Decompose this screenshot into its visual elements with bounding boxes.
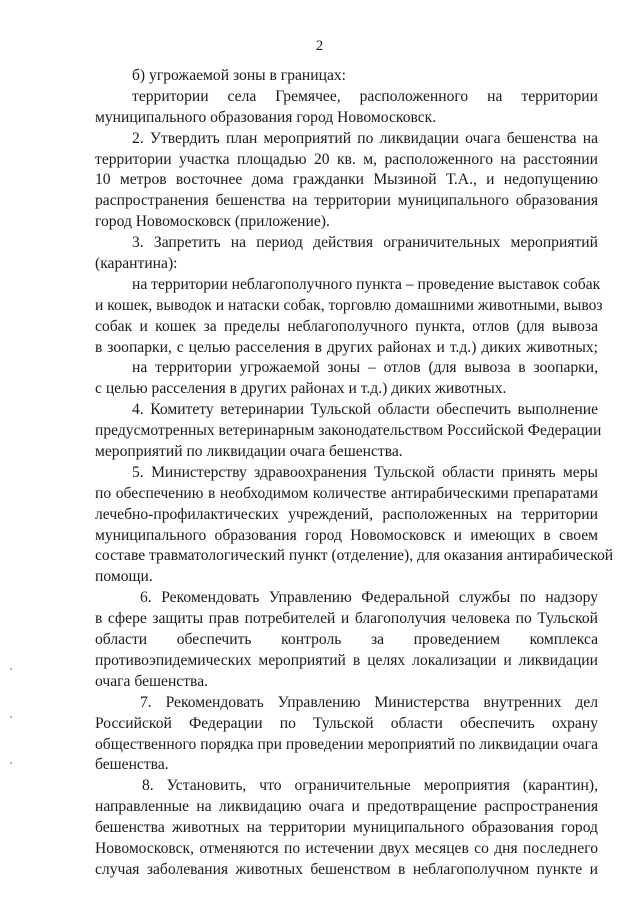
text-line: (карантина): [95, 255, 178, 273]
text-line: муниципального образования город Новомосковск и имеющих в своем [95, 526, 598, 544]
text-line: муниципального образования город Новомосковск. [95, 108, 437, 126]
text-line: территории участка площадью 20 кв. м, расположенного на расстоянии [95, 150, 598, 168]
scan-speck [10, 716, 12, 718]
text-line: бешенства. [95, 756, 169, 774]
text-line: по обеспечению в необходимом количестве антирабическими препаратами [95, 484, 598, 502]
text-line: территории села Гремячее, расположенного на территории [132, 87, 598, 105]
text-line: на территории неблагополучного пункта – проведение выставок собак [132, 275, 601, 293]
text-line: распространения бешенства на территории муниципального образования [95, 192, 598, 210]
item-7-start: 7. Рекомендовать Управлению Министерства внутренних дел [140, 693, 598, 711]
text-line: в сфере защиты прав потребителей и благополучия человека по Тульской [95, 610, 598, 628]
text-line: случая заболевания животных бешенством в неблагополучном пункте и [95, 860, 598, 878]
text-line: с целью расселения в других районах и т.д.) диких животных. [95, 380, 507, 398]
text-line: составе травматологический пункт (отделение), для оказания антирабической [95, 547, 614, 565]
document-body [95, 66, 614, 881]
scan-speck [10, 668, 12, 670]
text-line: Новомосковск, отменяются по истечении двух месяцев со дня последнего [95, 839, 598, 857]
text-line: 10 метров восточнее дома гражданки Мызиной Т.А., и недопущению [95, 171, 598, 189]
text-line: области обеспечить контроль за проведением комплекса [95, 631, 598, 649]
item-2-start: 2. Утвердить план мероприятий по ликвидации очага бешенства на [132, 129, 598, 147]
text-line: направленные на ликвидацию очага и предотвращение распространения [95, 798, 598, 816]
text-line: бешенства животных на территории муниципального образования город [95, 819, 598, 837]
text-line: на территории угрожаемой зоны – отлов (для вывоза в зоопарки, [132, 359, 598, 377]
subsection-b-heading: б) угрожаемой зоны в границах: [132, 67, 346, 84]
item-5-start: 5. Министерству здравоохранения Тульской области принять меры [132, 463, 598, 481]
text-line: очага бешенства. [95, 672, 209, 690]
item-8-start: 8. Установить, что ограничительные мероприятия (карантин), [142, 777, 598, 795]
page-number: 2 [315, 38, 324, 54]
text-line: и кошек, выводок и натаски собак, торговлю домашними животными, вывоз [95, 296, 603, 314]
text-line: противоэпидемических мероприятий в целях локализации и ликвидации [95, 651, 598, 669]
text-line: мероприятий по ликвидации очага бешенства. [95, 443, 403, 461]
text-line: в зоопарки, с целью расселения в других районах и т.д.) диких животных; [95, 338, 598, 356]
text-line: город Новомосковск (приложение). [95, 213, 330, 231]
text-line: помощи. [95, 568, 153, 586]
text-line: лечебно-профилактических учреждений, расположенных на территории [95, 505, 598, 523]
text-line: общественного порядка при проведении мероприятий по ликвидации очага [95, 735, 598, 753]
item-4-start: 4. Комитету ветеринарии Тульской области обеспечить выполнение [132, 401, 598, 419]
text-line: собак и кошек за пределы неблагополучного пункта, отлов (для вывоза [95, 317, 598, 335]
text-line: Российской Федерации по Тульской области обеспечить охрану [95, 714, 598, 732]
item-3-start: 3. Запретить на период действия ограничительных мероприятий [132, 234, 598, 252]
scan-speck [10, 762, 12, 764]
item-6-start: 6. Рекомендовать Управлению Федеральной службы по надзору [140, 589, 598, 607]
text-line: предусмотренных ветеринарным законодательством Российской Федерации [95, 422, 602, 440]
